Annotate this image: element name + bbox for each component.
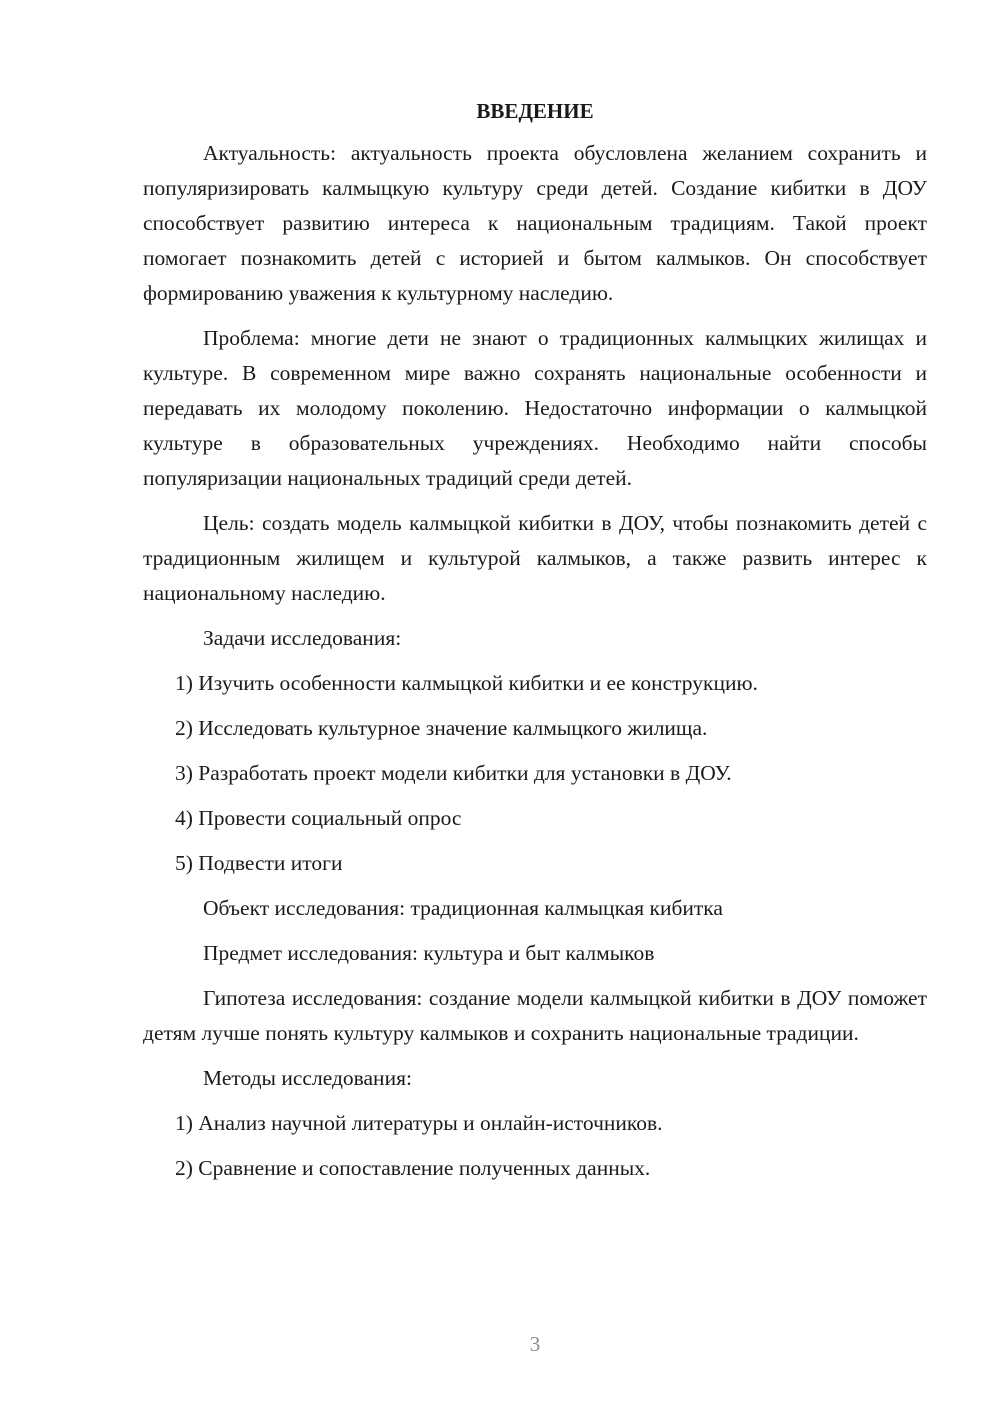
subject-line: Предмет исследования: культура и быт калмыков — [203, 941, 655, 965]
tasks-list — [143, 666, 927, 881]
list-item: 2) Сравнение и сопоставление полученных данных. — [175, 1156, 651, 1180]
tasks-heading: Задачи исследования: — [203, 626, 402, 650]
list-item: 3) Разработать проект модели кибитки для установки в ДОУ. — [175, 761, 732, 785]
list-item: 4) Провести социальный опрос — [175, 806, 462, 830]
page-number: 3 — [529, 1332, 541, 1356]
object-line: Объект исследования: традиционная калмыцкая кибитка — [203, 896, 723, 920]
page-title: ВВЕДЕНИЕ — [476, 99, 594, 123]
hypothesis-paragraph: Гипотеза исследования: создание модели калмыцкой кибитки в ДОУ поможет детям лучше понять культуру калмыков и сохранить национальные традиции. — [143, 986, 927, 1045]
methods-list — [143, 1106, 927, 1186]
list-item: 1) Анализ научной литературы и онлайн-источников. — [175, 1111, 663, 1135]
list-item: 2) Исследовать культурное значение калмыцкого жилища. — [175, 716, 708, 740]
document-page — [143, 96, 927, 1196]
list-item: 5) Подвести итоги — [175, 851, 343, 875]
goal-paragraph: Цель: создать модель калмыцкой кибитки в ДОУ, чтобы познакомить детей с традиционным жилищем и культурой калмыков, а также развить интерес к национальному наследию. — [143, 511, 927, 605]
relevance-paragraph: Актуальность: актуальность проекта обусловлена желанием сохранить и популяризировать калмыцкую культуру среди детей. Создание кибитки в ДОУ способствует развитию интереса к национальным традициям. Такой проект помогает познакомить детей с историей и бытом калмыков. Он способствует формированию уважения к культурному наследию. — [143, 141, 927, 305]
problem-paragraph: Проблема: многие дети не знают о традиционных калмыцких жилищах и культуре. В современном мире важно сохранять национальные особенности и передавать их молодому поколению. Недостаточно информации о калмыцкой культуре в образовательных учреждениях. Необходимо найти способы популяризации национальных традиций среди детей. — [143, 326, 927, 490]
methods-heading: Методы исследования: — [203, 1066, 412, 1090]
list-item: 1) Изучить особенности калмыцкой кибитки и ее конструкцию. — [175, 671, 758, 695]
